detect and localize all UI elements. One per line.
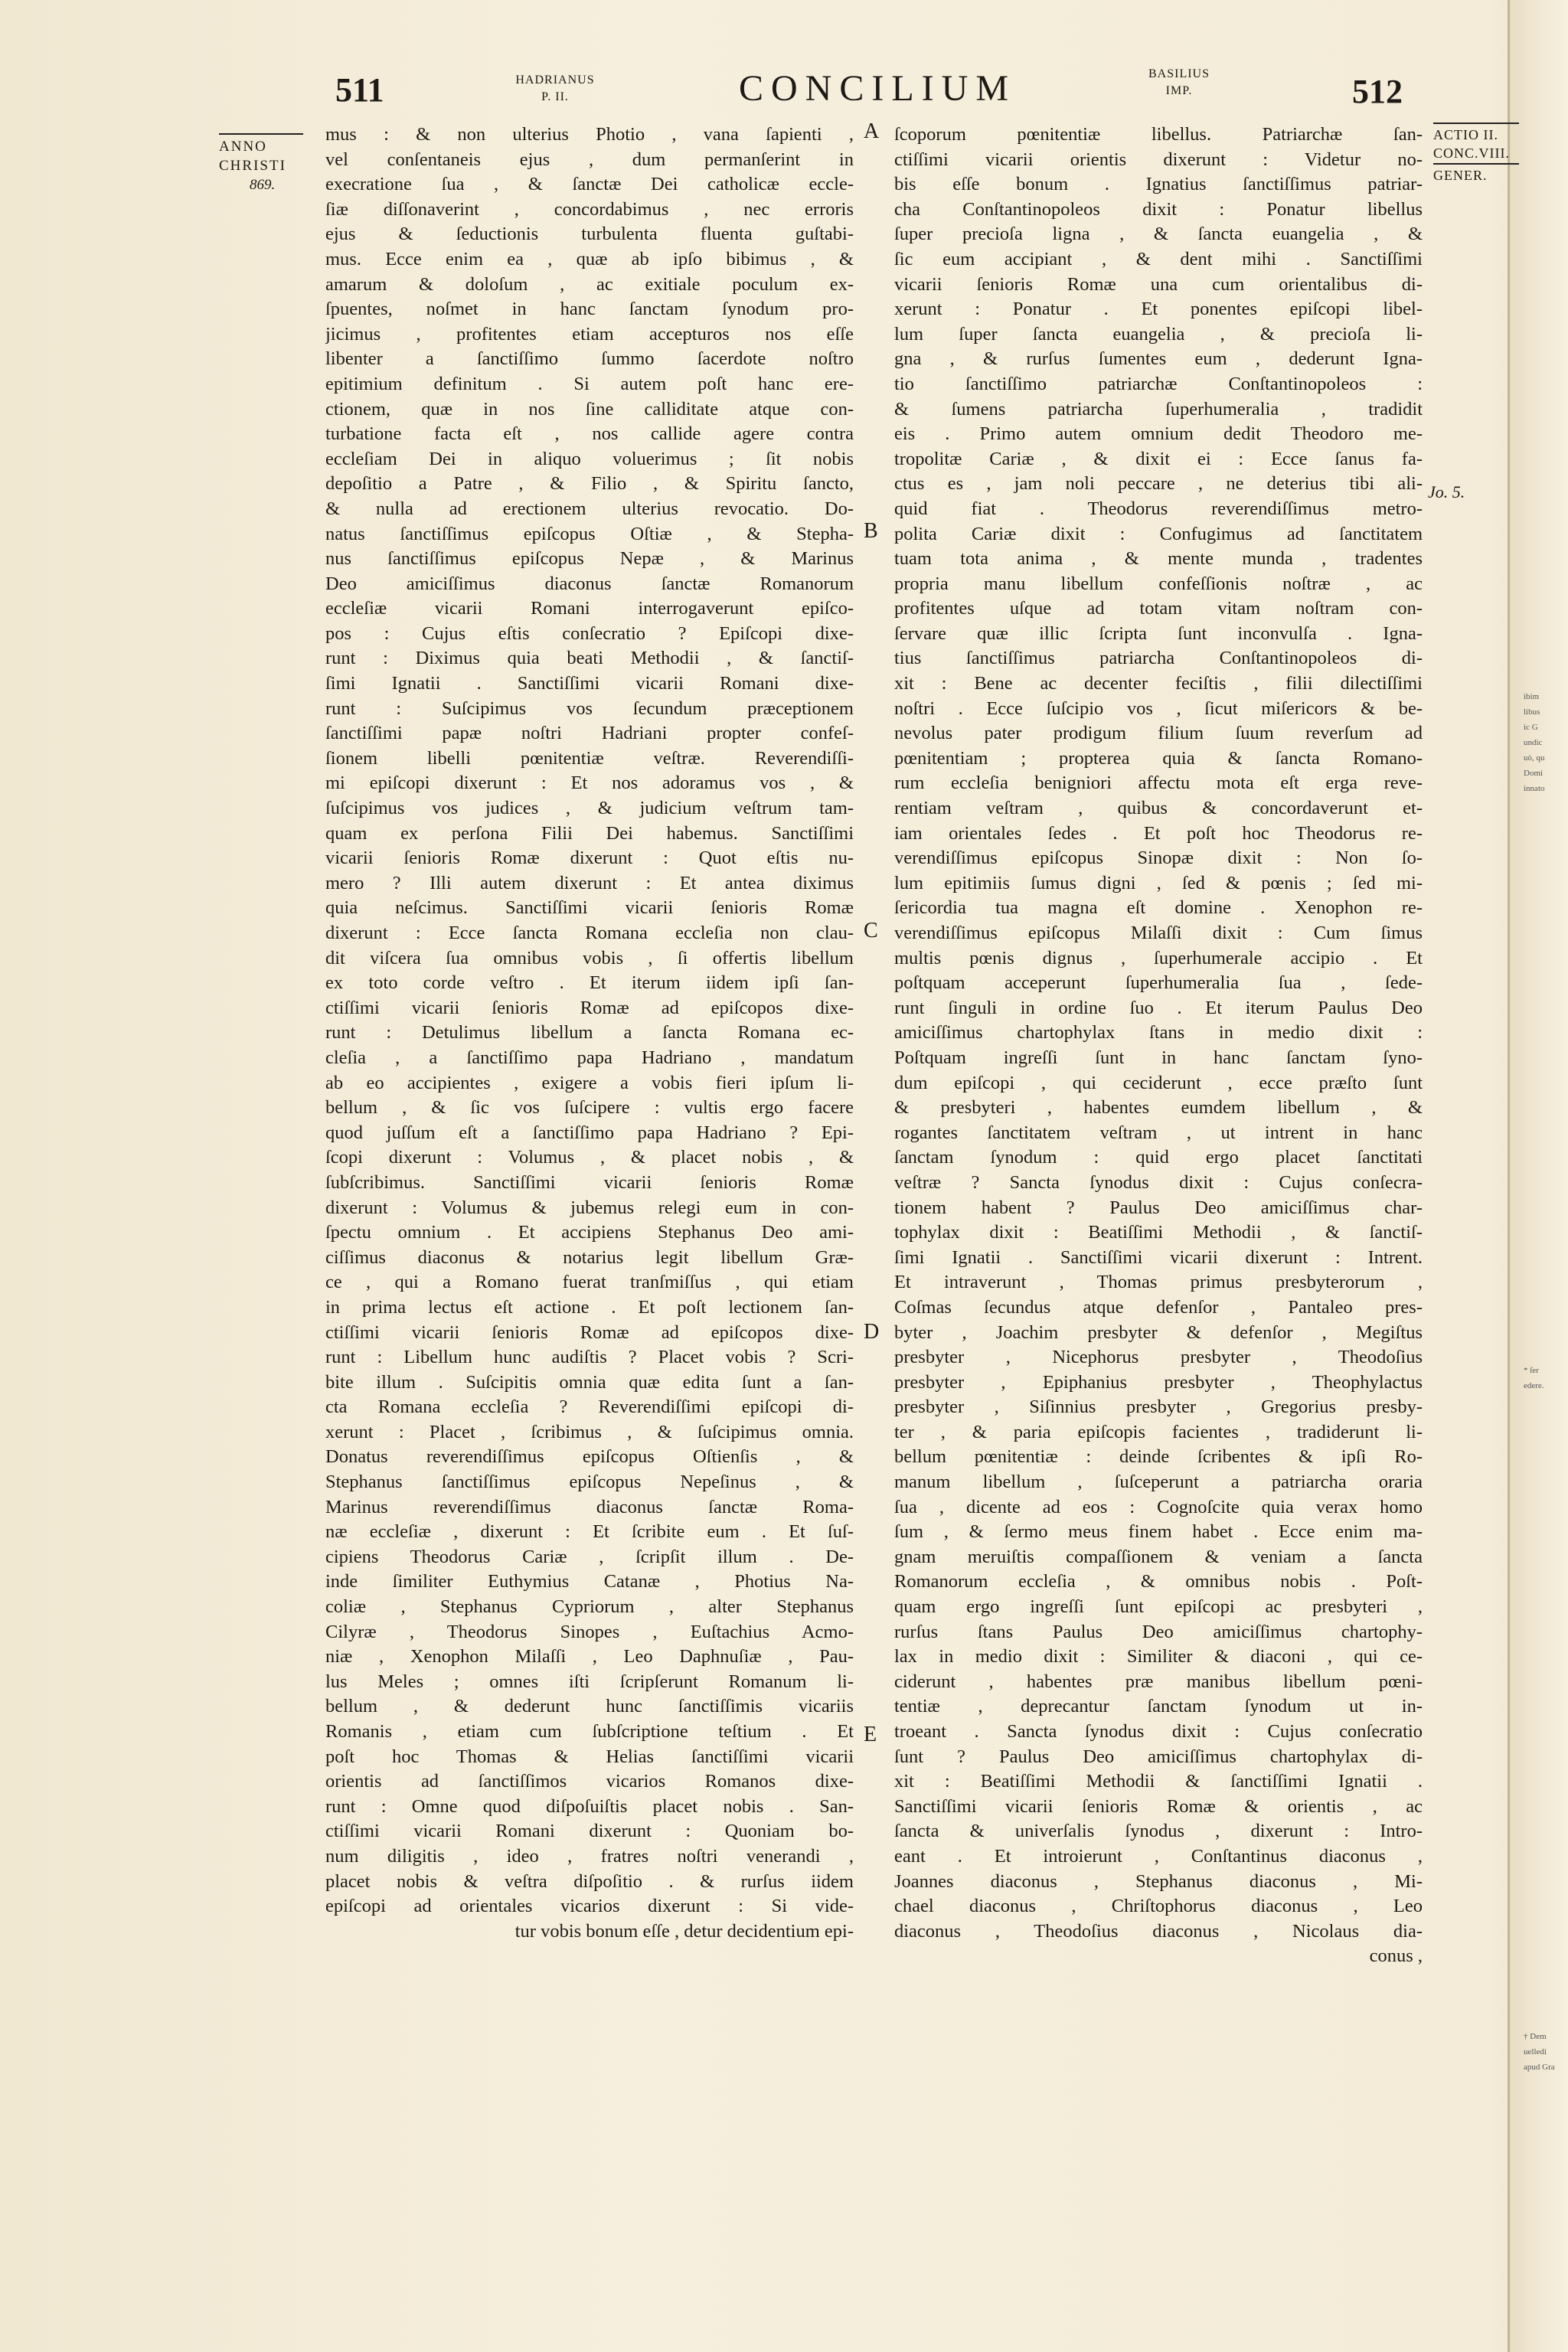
page-number-right: 512 [1352,73,1403,110]
text-line: natus ſanctiſſimus epiſcopus Oſtiæ , & Stepha- [325,523,854,544]
text-line: runt : Omne quod diſpoſuiſtis placet nobis . San- [325,1795,854,1817]
text-line: Et intraverunt , Thomas primus presbyterorum , [894,1272,1423,1293]
text-line: epitimium definitum . Si autem poſt hanc ere- [325,373,854,394]
text-line: tophylax dixit : Beatiſſimi Methodii , & ſanctiſ- [894,1222,1423,1243]
text-line: coliæ , Stephanus Cypriorum , alter Stephanus [325,1596,854,1618]
text-line: ciſſimus diaconus & notarius legit libellum Græ- [325,1246,854,1268]
margin-year: 869. [250,177,276,193]
text-line: dum epiſcopi , qui ceciderunt , ecce præſto ſunt [894,1072,1423,1093]
text-line: ſua , dicente ad eos : Cognoſcite quia verax homo [894,1496,1423,1517]
facing-page-text: * ſer [1524,1366,1539,1375]
text-line: ſervare quæ illic ſcripta ſunt inconvulſa . Igna- [894,622,1423,644]
text-line: presbyter , Siſinnius presbyter , Gregorius presby- [894,1396,1423,1418]
text-line: presbyter , Epiphanius presbyter , Theophylactus [894,1371,1423,1393]
text-line: bis eſſe bonum . Ignatius ſanctiſſimus patriar- [894,174,1423,195]
text-line: ſericordia tua magna eſt domine . Xenophon re- [894,897,1423,919]
text-line: Donatus reverendiſſimus epiſcopus Oſtienſis , & [325,1446,854,1468]
text-line: num diligitis , ideo , fratres noſtri venerandi , [325,1845,854,1867]
text-line: ſic eum accipiant , & dent mihi . Sanctiſſimi [894,248,1423,270]
text-line: Romanis , etiam cum ſubſcriptione teſtium . Et [325,1721,854,1742]
text-line: libenter a ſanctiſſimo ſummo ſacerdote noſtro [325,348,854,370]
text-line: lum ſuper ſancta euangelia , & precioſa li- [894,323,1423,345]
text-line: gnam meruiſtis compaſſionem & veniam a ſancta [894,1546,1423,1567]
text-line: poſtquam acceperunt ſuperhumeralia ſua , ſede- [894,972,1423,994]
text-line: dit viſcera ſua omnibus vobis , ſi offertis libellum [325,947,854,969]
text-line: lax in medio dixit : Similiter & diaconi , qui ce- [894,1646,1423,1668]
text-line: Romanorum eccleſia , & omnibus nobis . Poſt- [894,1571,1423,1592]
text-line: rum eccleſia benigniori affectu mota eſt erga reve- [894,773,1423,794]
text-line: tio ſanctiſſimo patriarchæ Conſtantinopoleos : [894,373,1423,394]
text-line: ſpectu omnium . Et accipiens Stephanus Deo ami- [325,1222,854,1243]
text-line: conus , [1369,1945,1423,1967]
text-line: eccleſiæ vicarii Romani interrogaverunt epiſco- [325,598,854,619]
text-line: bellum , & dederunt hunc ſanctiſſimis vicariis [325,1696,854,1717]
page-gutter-line [1508,0,1510,2352]
text-line: & ſumens patriarcha ſuperhumeralia , tradidit [894,398,1423,420]
text-line: noſtri . Ecce ſuſcipio vos , ſicut miſericors & be- [894,697,1423,719]
text-line: ſimi Ignatii . Sanctiſſimi vicarii Romani dixe- [325,673,854,694]
section-letter-a: A [864,119,880,143]
text-line: Coſmas ſecundus atque defenſor , Pantaleo pres- [894,1296,1423,1318]
text-line: cha Conſtantinopoleos dixit : Ponatur libellus [894,198,1423,220]
section-letter-e: E [864,1723,877,1746]
text-line: vicarii ſenioris Romæ dixerunt : Quot eſtis nu- [325,848,854,869]
text-line: ſanctam ſynodum : quid ergo placet ſanctitati [894,1147,1423,1168]
text-line: ctiſſimi vicarii ſenioris Romæ ad epiſcopos dixe- [325,1321,854,1343]
text-line: & presbyteri , habentes eumdem libellum , & [894,1097,1423,1119]
text-line: bellum pœnitentiæ : deinde ſcribentes & ipſi Ro- [894,1446,1423,1468]
margin-conc: CONC.VIII. [1433,145,1510,161]
facing-page-text: innato [1524,784,1545,793]
text-line: depoſitio a Patre , & Filio , & Spiritu ſancto, [325,473,854,495]
text-line: eant . Et introierunt , Conſtantinus diaconus , [894,1845,1423,1867]
text-line: Deo amiciſſimus diaconus ſanctæ Romanorum [325,573,854,594]
text-line: quam ergo ingreſſi ſunt epiſcopi ac presbyteri , [894,1596,1423,1618]
margin-actio: ACTIO II. [1433,127,1498,142]
text-line: nus ſanctiſſimus epiſcopus Nepæ , & Marinus [325,548,854,570]
facing-page-text: ic G [1524,723,1538,732]
text-line: tur vobis bonum eſſe , detur decidentium epi- [514,1920,854,1942]
text-line: tius ſanctiſſimus patriarcha Conſtantinopoleos di- [894,648,1423,669]
text-line: ſiæ diſſonaverint , concordabimus , nec erroris [325,198,854,220]
text-line: runt : Suſcipimus vos ſecundum præceptionem [325,697,854,719]
margin-rule-top [1433,122,1519,124]
facing-page-text: libus [1524,707,1540,717]
text-line: Poſtquam ingreſſi ſunt in hanc ſanctam ſyno- [894,1047,1423,1068]
running-head-left [505,72,605,106]
text-line: rurſus ſtans Paulus Deo amiciſſimus chartophy- [894,1621,1423,1642]
text-line: turbatione facta eſt , nos callide agere contra [325,423,854,445]
facing-page-text: apud Gra [1524,2063,1555,2072]
text-line: multis pœnis dignus , ſuperhumerale accipio . Et [894,947,1423,969]
text-line: ciderunt , habentes præ manibus libellum pœni- [894,1671,1423,1692]
text-line: epiſcopi ad orientales vicarios dixerunt : Si vide- [325,1896,854,1917]
text-line: chael diaconus , Chriſtophorus diaconus , Leo [894,1896,1423,1917]
text-line: niæ , Xenophon Milaſſi , Leo Daphnuſiæ , Pau- [325,1646,854,1668]
text-line: nevolus pater prodigum filium ſuum reverſum ad [894,723,1423,744]
text-line: xerunt : Ponatur . Et ponentes epiſcopi libel- [894,299,1423,320]
text-line: & nulla ad erectionem ulterius revocatio. Do- [325,498,854,519]
text-line: amiciſſimus chartophylax ſtans in medio dixit : [894,1022,1423,1044]
text-line: ſunt ? Paulus Deo amiciſſimus chartophylax di- [894,1746,1423,1767]
text-line: bite illum . Suſcipitis omnia quæ edita ſunt a ſan- [325,1371,854,1393]
text-line: lum epitimiis ſumus digni , ſed & pœnis ; ſed mi- [894,872,1423,893]
text-line: xit : Bene ac decenter feciſtis , filii dilectiſſimi [894,673,1423,694]
facing-page-fragment-c [1524,2029,1568,2075]
text-line: propria manu libellum confeſſionis noſtræ , ac [894,573,1423,594]
text-line: cleſia , a ſanctiſſimo papa Hadriano , mandatum [325,1047,854,1068]
text-line: mus : & non ulterius Photio , vana ſapienti , [325,124,854,145]
text-line: amarum & doloſum , ac exitiale poculum ex- [325,273,854,295]
text-line: gna , & rurſus ſumentes eum , dederunt Igna- [894,348,1423,370]
margin-note-year [219,133,318,194]
running-head-right-line1: BASILIUS [1148,67,1210,80]
text-line: presbyter , Nicephorus presbyter , Theodoſius [894,1347,1423,1368]
section-letter-d: D [864,1320,880,1344]
text-line: ab eo accipientes , exigere a vobis fieri ipſum li- [325,1072,854,1093]
text-line: orientis ad ſanctiſſimos vicarios Romanos dixe- [325,1771,854,1792]
text-line: quia neſcimus. Sanctiſſimi vicarii ſenioris Romæ [325,897,854,919]
text-line: ctiſſimi vicarii orientis dixerunt : Videtur no- [894,149,1423,170]
text-line: bellum , & ſic vos ſuſcipere : vultis ergo facere [325,1097,854,1119]
text-line: ſubſcribimus. Sanctiſſimi vicarii ſenioris Romæ [325,1171,854,1193]
text-line: jicimus , profitentes etiam accepturos nos eſſe [325,323,854,345]
text-line: ſuſcipimus vos judices , & judicium veſtrum tam- [325,798,854,819]
text-line: ſimi Ignatii . Sanctiſſimi vicarii dixerunt : Intrent. [894,1246,1423,1268]
text-line: tionem habent ? Paulus Deo amiciſſimus char- [894,1197,1423,1218]
text-line: quod juſſum eſt a ſanctiſſimo papa Hadriano ? Epi- [325,1122,854,1143]
text-line: eccleſiam Dei in aliquo voluerimus ; ſit nobis [325,448,854,469]
text-line: tuam tota anima , & mente munda , tradentes [894,548,1423,570]
running-head-left-line1: HADRIANUS [515,74,595,87]
text-line: quam ex perſona Filii Dei habemus. Sanctiſſimi [325,822,854,844]
margin-gener: GENER. [1433,168,1488,183]
text-line: ſcopi dixerunt : Volumus , & placet nobis , & [325,1147,854,1168]
text-line: ex toto corde veſtro . Et iterum iidem ipſi ſan- [325,972,854,994]
facing-page-text: undic [1524,738,1543,747]
text-line: rogantes ſanctitatem veſtram , ut intrent in hanc [894,1122,1423,1143]
text-line: byter , Joachim presbyter & defenſor , Megiſtus [894,1321,1423,1343]
facing-page-fragment-a [1524,689,1568,796]
text-line: ſuper precioſa ligna , & ſancta euangelia , & [894,224,1423,245]
facing-page-edge [1508,0,1568,2352]
text-column-left [325,122,854,1944]
text-line: iam orientales ſedes . Et poſt hoc Theodorus re- [894,822,1423,844]
text-line: dixerunt : Ecce ſancta Romana eccleſia non clau- [325,923,854,943]
text-line: quid fiat . Theodorus reverendiſſimus metro- [894,498,1423,519]
text-line: pœnitentiam ; propterea quia & ſancta Romano- [894,747,1423,769]
text-line: Marinus reverendiſſimus diaconus ſanctæ Roma- [325,1496,854,1517]
facing-page-fragment-b [1524,1363,1568,1393]
text-line: ctiſſimi vicarii Romani dixerunt : Quoniam bo- [325,1821,854,1842]
text-line: runt ſinguli in ordine ſuo . Et iterum Paulus Deo [894,997,1423,1018]
text-line: dixerunt : Volumus & jubemus relegi eum in con- [325,1197,854,1218]
text-line: runt : Diximus quia beati Methodii , & ſanctiſ- [325,648,854,669]
text-line: profitentes uſque ad totam vitam noſtram con- [894,598,1423,619]
text-line: næ eccleſiæ , dixerunt : Et ſcribite eum . Et ſuſ- [325,1521,854,1543]
text-line: execratione ſua , & ſanctæ Dei catholicæ eccle- [325,174,854,195]
text-line: ſum , & ſermo meus finem habet . Ecce enim ma- [894,1521,1423,1543]
text-column-right [894,122,1423,1969]
text-line: troeant . Sancta ſynodus dixit : Cujus conſecratio [894,1721,1423,1742]
facing-page-text: edere. [1524,1381,1544,1390]
text-line: xerunt : Placet , ſcribimus , & ſuſcipimus omnia. [325,1421,854,1442]
text-line: ce , qui a Romano fuerat tranſmiſſus , qui etiam [325,1272,854,1293]
text-line: Joannes diaconus , Stephanus diaconus , Mi- [894,1870,1423,1892]
text-line: tentiæ , deprecantur ſanctam ſynodum ut in- [894,1696,1423,1717]
text-line: diaconus , Theodoſius diaconus , Nicolaus dia- [894,1920,1423,1942]
text-line: ctionem, quæ in nos ſine calliditate atque con- [325,398,854,420]
text-line: pos : Cujus eſtis conſecratio ? Epiſcopi dixe- [325,622,854,644]
text-line: eis . Primo autem omnium dedit Theodoro me- [894,423,1423,445]
text-line: ſancta & univerſalis ſynodus , dixerunt : Intro- [894,1821,1423,1842]
text-line: ctus es , jam noli peccare , ne deterius tibi ali- [894,473,1423,495]
facing-page-text: ibim [1524,692,1540,701]
text-line: vel conſentaneis ejus , dum permanſerint in [325,149,854,170]
margin-rule-mid [1433,163,1519,165]
text-line: runt : Detulimus libellum a ſancta Romana ec- [325,1022,854,1044]
text-line: vicarii ſenioris Romæ una cum orientalibus di- [894,273,1423,295]
text-line: runt : Libellum hunc audiſtis ? Placet vobis ? Scri- [325,1347,854,1368]
text-line: ejus & ſeductionis turbulenta fluenta guſtabi- [325,224,854,245]
margin-anno: ANNO [219,139,267,155]
text-line: ctiſſimi vicarii ſenioris Romæ ad epiſcopos dixe- [325,997,854,1018]
text-line: ſionem libelli pœnitentiæ veſtræ. Reverendiſſi- [325,747,854,769]
running-head-right-line2: IMP. [1165,84,1193,97]
section-letter-c: C [864,919,878,942]
facing-page-text: uò, qu [1524,753,1545,763]
facing-page-text: † Dem [1524,2032,1547,2041]
margin-note-reference: Jo. 5. [1428,482,1465,501]
page-number-left: 511 [335,71,384,109]
margin-rule [219,133,303,135]
text-line: placet nobis & veſtra diſpoſitio . & rurſus iidem [325,1870,854,1892]
text-line: xit : Beatiſſimi Methodii & ſanctiſſimi Ignatii . [894,1771,1423,1792]
facing-page-text: uelledi [1524,2047,1547,2056]
text-line: ſpuentes, noſmet in hanc ſanctam ſynodum pro- [325,299,854,320]
text-line: verendiſſimus epiſcopus Milaſſi dixit : Cum ſimus [894,923,1423,943]
text-line: inde ſimiliter Euthymius Catanæ , Photius Na- [325,1571,854,1592]
text-line: Cilyræ , Theodorus Sinopes , Euſtachius Acmo- [325,1621,854,1642]
running-head-right [1141,66,1217,100]
text-line: lus Meles ; omnes iſti ſcripſerunt Romanum li- [325,1671,854,1692]
facing-page-text: Domi [1524,769,1544,778]
text-line: ſcoporum pœnitentiæ libellus. Patriarchæ ſan- [894,124,1423,145]
text-line: mero ? Illi autem dixerunt : Et antea diximus [325,872,854,893]
text-line: ter , & paria epiſcopis facientes , tradiderunt li- [894,1421,1423,1442]
text-line: verendiſſimus epiſcopus Sinopæ dixit : Non ſo- [894,848,1423,869]
text-line: in prima lectus eſt actione . Et poſt lectionem ſan- [325,1296,854,1318]
running-head-left-line2: P. II. [541,90,569,103]
text-line: poſt hoc Thomas & Helias ſanctiſſimi vicarii [325,1746,854,1767]
text-line: ſanctiſſimi papæ noſtri Hadriani propter confeſ- [325,723,854,744]
text-line: veſtræ ? Sancta ſynodus dixit : Cujus conſecra- [894,1171,1423,1193]
text-line: rentiam veſtram , quibus & concordaverunt et- [894,798,1423,819]
margin-christi: CHRISTI [219,158,286,174]
margin-note-actio [1433,122,1525,185]
section-letter-b: B [864,519,878,543]
text-line: Stephanus ſanctiſſimus epiſcopus Nepeſinus , & [325,1472,854,1493]
text-line: mi epiſcopi dixerunt : Et nos adoramus vos , & [325,773,854,794]
text-line: polita Cariæ dixit : Confugimus ad ſanctitatem [894,523,1423,544]
page-title: CONCILIUM [739,68,1016,109]
text-line: cta Romana eccleſia ? Reverendiſſimi epiſcopi di- [325,1396,854,1418]
text-line: manum libellum , ſuſceperunt a patriarcha oraria [894,1472,1423,1493]
text-line: mus. Ecce enim ea , quæ ab ipſo bibimus , & [325,248,854,270]
text-line: Sanctiſſimi vicarii ſenioris Romæ & orientis , ac [894,1795,1423,1817]
text-line: cipiens Theodorus Cariæ , ſcripſit illum . De- [325,1546,854,1567]
text-line: tropolitæ Cariæ , & dixit ei : Ecce ſanus fa- [894,448,1423,469]
